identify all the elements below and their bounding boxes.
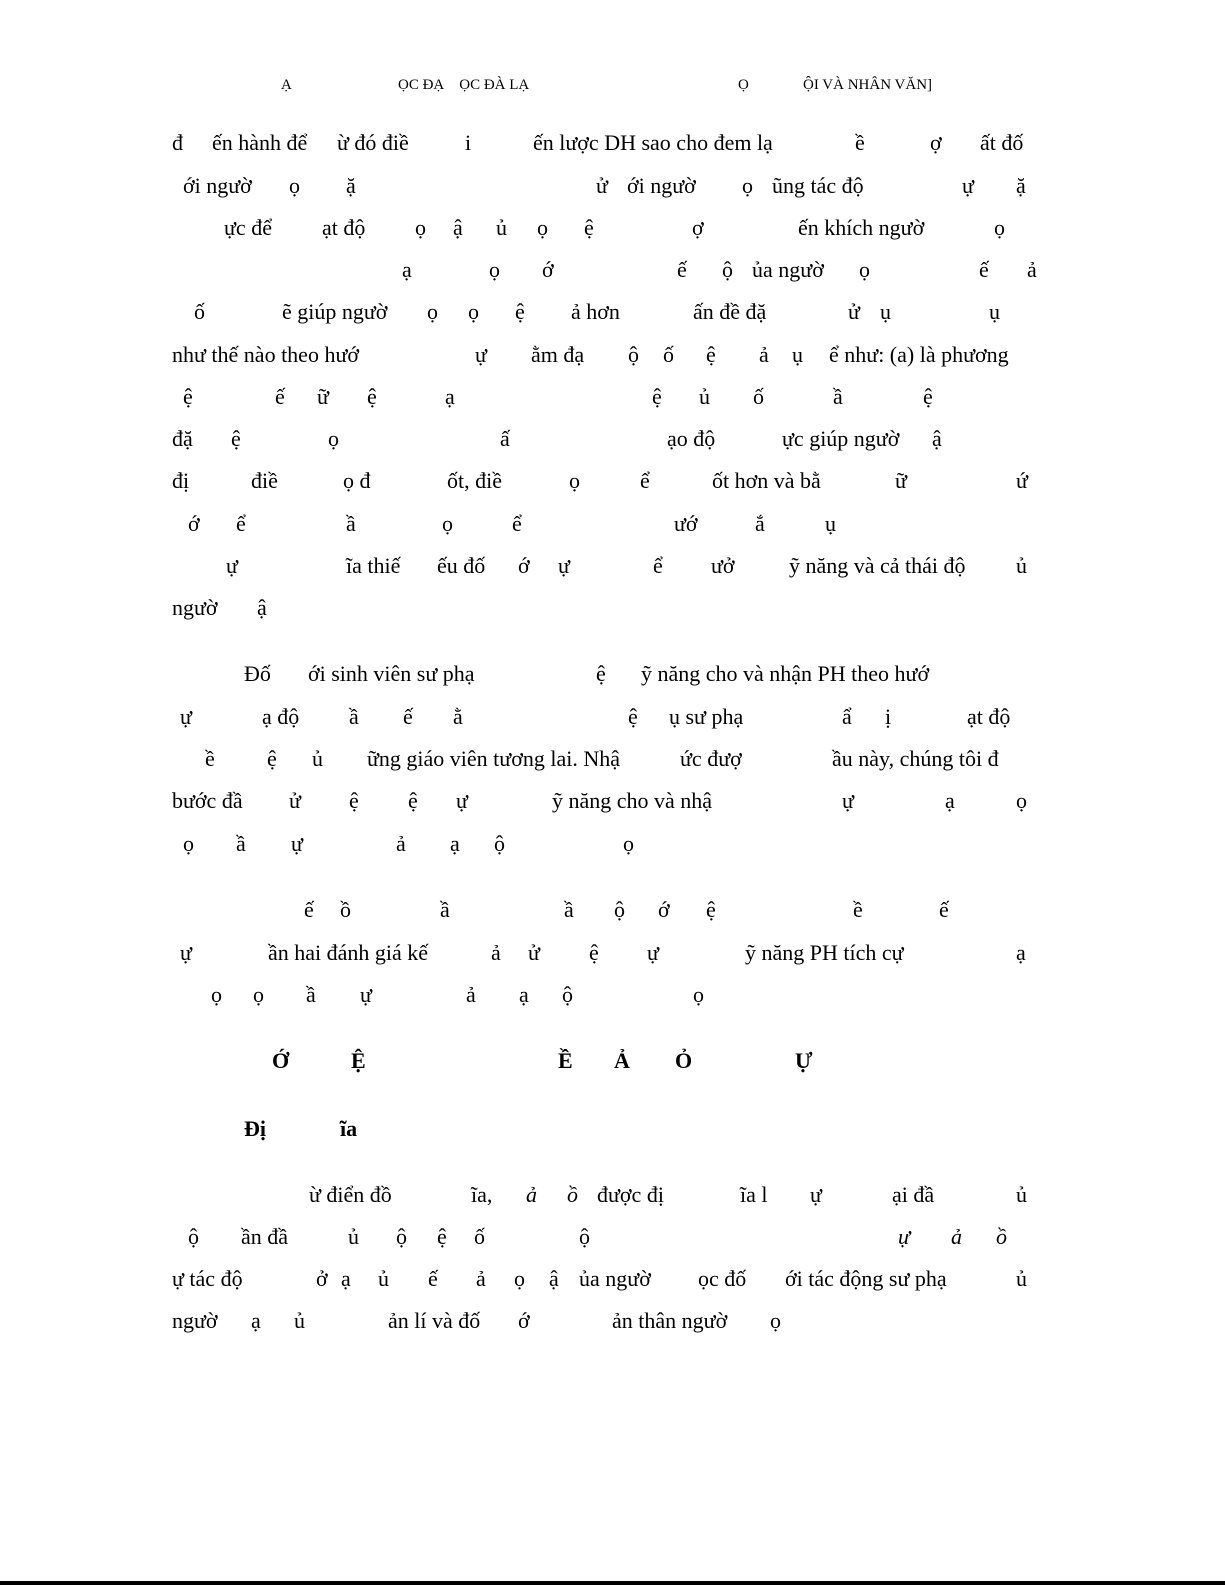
p3-l2-text-1: ần hai đánh giá kế xyxy=(268,940,429,965)
p1-l6-text-0: như thế nào theo hướ xyxy=(172,342,359,367)
p1-l3-text-2: ọ xyxy=(415,215,426,240)
p1-l6-text-3: ộ xyxy=(628,342,639,367)
header-text-2: ỌC ĐẠ ỌC ĐÀ LẠ xyxy=(398,77,530,93)
p1-l7-text-3: ệ xyxy=(367,384,377,409)
p2-l2-text-5: ệ xyxy=(628,704,638,729)
p1-l3-text-6: ệ xyxy=(584,215,594,240)
p2-l5-text-0: ọ xyxy=(183,831,194,856)
p3-l1-text-8: ế xyxy=(939,897,949,922)
p4-l3-text-6: ọ xyxy=(514,1266,525,1291)
p4-l3-text-9: ọc đố xyxy=(698,1266,747,1291)
p1-l2-text-8: ặ xyxy=(1016,173,1026,198)
p1-l8-text-4: ạo độ xyxy=(667,426,716,451)
p1-l1-text-4: ến lược DH sao cho đem lạ xyxy=(533,130,773,155)
p2-l1-text-2: ệ xyxy=(596,661,606,686)
p1-l5-text-6: ấn đề đặ xyxy=(693,299,767,324)
p2-l2-text-7: ẩ xyxy=(842,704,852,729)
p1-l10-text-4: ể xyxy=(512,511,522,536)
p3-l3-text-5: ạ xyxy=(519,982,529,1007)
p2-l4-text-4: ự xyxy=(456,788,468,813)
p4-l3-text-0: ự tác độ xyxy=(172,1266,243,1291)
p1-l3-text-0: ực để xyxy=(224,215,272,240)
p1-l6-text-2: ằm đạ xyxy=(531,342,585,367)
p2-l2-text-4: ằ xyxy=(453,704,463,729)
p1-l1-text-1: ến hành để xyxy=(212,130,308,155)
p1-l12-text-0: ngườ xyxy=(172,595,218,620)
p1-l1-text-7: ất đố xyxy=(980,130,1024,155)
p4-l3-text-4: ế xyxy=(428,1266,438,1291)
p4-l1-text-7: ại đầ xyxy=(892,1182,935,1207)
p3-l3-text-6: ộ xyxy=(562,982,573,1007)
p2-l2-text-6: ụ sư phạ xyxy=(669,704,744,729)
p1-l7-text-1: ế xyxy=(275,384,285,409)
p2-l4-text-3: ệ xyxy=(408,788,418,813)
p1-l6-text-5: ệ xyxy=(706,342,716,367)
p1-l4-text-4: ộ xyxy=(722,257,733,282)
p1-l9-text-1: điề xyxy=(251,468,278,493)
section-heading-text-3: Ả xyxy=(614,1048,630,1073)
p1-l9-text-2: ọ đ xyxy=(343,468,371,493)
p2-l5-text-5: ộ xyxy=(494,831,505,856)
p2-l2-text-9: ạt độ xyxy=(967,704,1011,729)
p1-l11-text-5: ể xyxy=(653,553,663,578)
p3-l1-text-3: ầ xyxy=(564,897,574,922)
p1-l3-text-7: ợ xyxy=(692,215,704,240)
p1-l4-text-3: ế xyxy=(677,257,687,282)
p4-l1-text-4: được đị xyxy=(597,1182,664,1207)
p1-l6-text-1: ự xyxy=(475,342,487,367)
p1-l5-text-0: ố xyxy=(194,299,205,324)
p1-l2-text-5: ọ xyxy=(742,173,753,198)
p1-l8-text-6: ậ xyxy=(932,426,942,451)
p4-l1-text-8: ủ xyxy=(1016,1182,1027,1207)
p1-l9-text-0: đị xyxy=(172,468,190,493)
p1-l5-text-9: ụ xyxy=(989,299,1000,324)
p1-l3-text-8: ến khích ngườ xyxy=(798,215,925,240)
p1-l7-text-7: ố xyxy=(753,384,764,409)
header-text-4: ỘI VÀ NHÂN VĂN] xyxy=(803,77,933,93)
p4-l1-text-6: ự xyxy=(810,1182,822,1207)
p1-l11-text-6: ưở xyxy=(711,553,735,578)
p1-l2-text-0: ới ngườ xyxy=(183,173,252,198)
p1-l12-text-1: ậ xyxy=(257,595,267,620)
p3-l2-text-4: ệ xyxy=(589,940,599,965)
p1-l4-text-2: ớ xyxy=(542,257,554,282)
p3-l3-text-3: ự xyxy=(360,982,372,1007)
subsection-heading-text-0: Đị xyxy=(244,1116,266,1141)
header-text-3: Ọ xyxy=(738,77,749,93)
p3-l2-text-3: ử xyxy=(528,940,540,965)
section-heading-text-4: Ỏ xyxy=(675,1048,693,1073)
p1-l2-text-3: ử xyxy=(596,173,608,198)
p1-l5-text-5: ả hơn xyxy=(571,299,620,324)
p1-l8-text-1: ệ xyxy=(231,426,241,451)
p4-l3-text-2: ạ xyxy=(341,1266,351,1291)
p3-l2-text-7: ạ xyxy=(1016,940,1026,965)
p2-l3-text-2: ủ xyxy=(312,746,323,771)
p3-l3-text-2: ầ xyxy=(306,982,316,1007)
p2-l4-text-1: ử xyxy=(289,788,301,813)
page-bottom-rule xyxy=(0,1581,1225,1585)
p1-l5-text-7: ử xyxy=(848,299,860,324)
p1-l2-text-7: ự xyxy=(962,173,974,198)
p1-l4-text-6: ọ xyxy=(859,257,870,282)
p4-l1-text-1: ĩa, xyxy=(471,1182,493,1207)
p1-l5-text-4: ệ xyxy=(515,299,525,324)
p2-l2-text-3: ế xyxy=(403,704,413,729)
p2-l5-text-3: ả xyxy=(396,831,406,856)
p1-l10-text-5: ướ xyxy=(674,511,698,536)
p1-l8-text-0: đặ xyxy=(172,426,193,451)
p1-l11-text-0: ự xyxy=(226,553,238,578)
p2-l3-text-5: ầu này, chúng tôi đ xyxy=(832,746,999,771)
p2-l3-text-4: ức đượ xyxy=(680,746,742,771)
p3-l3-text-4: ả xyxy=(466,982,476,1007)
p4-l3-text-7: ậ xyxy=(549,1266,559,1291)
p2-l4-text-8: ọ xyxy=(1016,788,1027,813)
p1-l7-text-8: ầ xyxy=(833,384,843,409)
p1-l3-text-3: ậ xyxy=(453,215,463,240)
p4-l4-text-6: ọ xyxy=(770,1308,781,1333)
p4-l2-text-6: ộ xyxy=(579,1224,590,1249)
p1-l8-text-2: ọ xyxy=(328,426,339,451)
p1-l7-text-4: ạ xyxy=(445,384,455,409)
p4-l3-text-1: ở xyxy=(316,1266,328,1291)
section-heading-text-0: Ớ xyxy=(272,1048,290,1073)
p3-l3-text-0: ọ xyxy=(211,982,222,1007)
p4-l3-text-5: ả xyxy=(476,1266,486,1291)
p1-l9-text-4: ọ xyxy=(569,468,580,493)
p1-l1-text-2: ừ đó điề xyxy=(337,130,409,155)
p2-l3-text-1: ệ xyxy=(267,746,277,771)
p1-l10-text-0: ớ xyxy=(188,511,200,536)
p4-l1-text-3: ồ xyxy=(567,1182,578,1207)
p1-l10-text-6: ắ xyxy=(755,511,765,536)
p4-l2-text-9: ồ xyxy=(996,1224,1007,1249)
p1-l4-text-8: ả xyxy=(1027,257,1037,282)
p1-l10-text-3: ọ xyxy=(442,511,453,536)
p4-l1-text-0: ừ điển đồ xyxy=(309,1182,392,1207)
p3-l3-text-7: ọ xyxy=(693,982,704,1007)
p2-l3-text-0: ề xyxy=(205,746,215,771)
p1-l11-text-4: ự xyxy=(558,553,570,578)
p1-l2-text-4: ới ngườ xyxy=(627,173,696,198)
p3-l2-text-0: ự xyxy=(180,940,192,965)
p1-l9-text-6: ốt hơn và bằ xyxy=(712,468,821,493)
p1-l5-text-1: ẽ giúp ngườ xyxy=(282,299,388,324)
p3-l1-text-4: ộ xyxy=(614,897,625,922)
p4-l2-text-8: ả xyxy=(951,1224,962,1249)
p1-l6-text-4: ố xyxy=(663,342,674,367)
p4-l4-text-5: ản thân ngườ xyxy=(612,1308,728,1333)
p1-l11-text-3: ớ xyxy=(518,553,530,578)
p1-l2-text-6: ũng tác độ xyxy=(772,173,864,198)
p4-l2-text-1: ần đầ xyxy=(241,1224,289,1249)
p3-l1-text-0: ế xyxy=(304,897,314,922)
p4-l2-text-0: ộ xyxy=(188,1224,199,1249)
p1-l3-text-9: ọ xyxy=(994,215,1005,240)
p4-l4-text-0: ngườ xyxy=(172,1308,218,1333)
p4-l4-text-2: ủ xyxy=(294,1308,305,1333)
section-heading-text-5: Ự xyxy=(795,1048,813,1073)
p1-l7-text-6: ủ xyxy=(699,384,710,409)
p1-l5-text-8: ụ xyxy=(880,299,891,324)
subsection-heading-text-1: ĩa xyxy=(340,1116,358,1141)
p4-l1-text-2: ả xyxy=(526,1182,537,1207)
p1-l10-text-2: ầ xyxy=(346,511,356,536)
p4-l2-text-7: ự xyxy=(898,1224,910,1249)
p2-l4-text-2: ệ xyxy=(349,788,359,813)
p1-l10-text-7: ụ xyxy=(825,511,836,536)
p1-l6-text-6: ả xyxy=(759,342,769,367)
p4-l2-text-5: ố xyxy=(474,1224,485,1249)
p1-l1-text-3: i xyxy=(465,130,472,155)
p2-l3-text-3: ững giáo viên tương lai. Nhậ xyxy=(367,746,620,771)
p1-l8-text-3: ấ xyxy=(500,426,510,451)
p4-l3-text-10: ới tác động sư phạ xyxy=(785,1266,947,1291)
p2-l2-text-1: ạ độ xyxy=(262,704,300,729)
p2-l4-text-7: ạ xyxy=(945,788,955,813)
p1-l7-text-0: ệ xyxy=(183,384,193,409)
p1-l7-text-5: ệ xyxy=(652,384,662,409)
p1-l9-text-7: ữ xyxy=(895,468,907,493)
p1-l11-text-1: ĩa thiế xyxy=(346,553,401,578)
p3-l1-text-5: ớ xyxy=(658,897,670,922)
p1-l5-text-2: ọ xyxy=(427,299,438,324)
p2-l4-text-6: ự xyxy=(842,788,854,813)
p1-l4-text-7: ế xyxy=(979,257,989,282)
p1-l3-text-5: ọ xyxy=(537,215,548,240)
p4-l3-text-8: ủa ngườ xyxy=(579,1266,651,1291)
p1-l6-text-7: ụ xyxy=(792,342,803,367)
p4-l4-text-3: ản lí và đố xyxy=(388,1308,481,1333)
p1-l4-text-0: ạ xyxy=(402,257,412,282)
p1-l1-text-6: ợ xyxy=(930,130,942,155)
p4-l4-text-4: ớ xyxy=(518,1308,530,1333)
p2-l2-text-2: ầ xyxy=(349,704,359,729)
p4-l2-text-3: ộ xyxy=(396,1224,407,1249)
p1-l5-text-3: ọ xyxy=(468,299,479,324)
p4-l3-text-11: ủ xyxy=(1016,1266,1027,1291)
p3-l1-text-2: ầ xyxy=(440,897,450,922)
header-text-1: Ạ xyxy=(281,77,292,93)
p1-l3-text-1: ạt độ xyxy=(322,215,366,240)
p2-l2-text-8: ị xyxy=(885,704,892,729)
p1-l6-text-8: ể như: (a) là phương xyxy=(829,342,1009,367)
p3-l2-text-2: ả xyxy=(491,940,501,965)
p1-l2-text-1: ọ xyxy=(289,173,300,198)
p2-l5-text-1: ầ xyxy=(236,831,246,856)
section-heading-text-2: Ề xyxy=(558,1048,573,1073)
p4-l1-text-5: ĩa l xyxy=(740,1182,768,1207)
p4-l4-text-1: ạ xyxy=(251,1308,261,1333)
p2-l4-text-5: ỹ năng cho và nhậ xyxy=(552,788,713,813)
p1-l4-text-1: ọ xyxy=(489,257,500,282)
p3-l2-text-6: ỹ năng PH tích cự xyxy=(745,940,904,965)
p3-l1-text-6: ệ xyxy=(706,897,716,922)
p1-l9-text-8: ứ xyxy=(1016,468,1028,493)
p1-l7-text-9: ệ xyxy=(923,384,933,409)
p3-l2-text-5: ự xyxy=(647,940,659,965)
section-heading-text-1: Ệ xyxy=(351,1048,366,1073)
p2-l1-text-3: ỹ năng cho và nhận PH theo hướ xyxy=(641,661,930,686)
p2-l5-text-2: ự xyxy=(291,831,303,856)
p1-l1-text-0: đ xyxy=(172,130,183,155)
p1-l11-text-8: ủ xyxy=(1016,553,1027,578)
p2-l5-text-6: ọ xyxy=(623,831,634,856)
p1-l10-text-1: ể xyxy=(236,511,246,536)
p3-l1-text-7: ề xyxy=(853,897,863,922)
p4-l2-text-2: ủ xyxy=(348,1224,359,1249)
p4-l2-text-4: ệ xyxy=(437,1224,447,1249)
p2-l5-text-4: ạ xyxy=(450,831,460,856)
p1-l11-text-7: ỹ năng và cả thái độ xyxy=(789,553,966,578)
p1-l11-text-2: ếu đố xyxy=(437,553,486,578)
p1-l8-text-5: ực giúp ngườ xyxy=(782,426,900,451)
p1-l2-text-2: ặ xyxy=(346,173,356,198)
p1-l9-text-3: ốt, điề xyxy=(447,468,502,493)
p3-l3-text-1: ọ xyxy=(253,982,264,1007)
p1-l3-text-4: ủ xyxy=(496,215,507,240)
p1-l4-text-5: ủa ngườ xyxy=(752,257,824,282)
p2-l1-text-1: ới sinh viên sư phạ xyxy=(308,661,475,686)
p2-l2-text-0: ự xyxy=(180,704,192,729)
p2-l4-text-0: bước đầ xyxy=(172,788,243,813)
p1-l7-text-2: ữ xyxy=(317,384,329,409)
p1-l9-text-5: ể xyxy=(640,468,650,493)
p3-l1-text-1: ồ xyxy=(340,897,351,922)
p1-l1-text-5: ề xyxy=(855,130,865,155)
p2-l1-text-0: Đố xyxy=(244,661,271,686)
p4-l3-text-3: ủ xyxy=(378,1266,389,1291)
